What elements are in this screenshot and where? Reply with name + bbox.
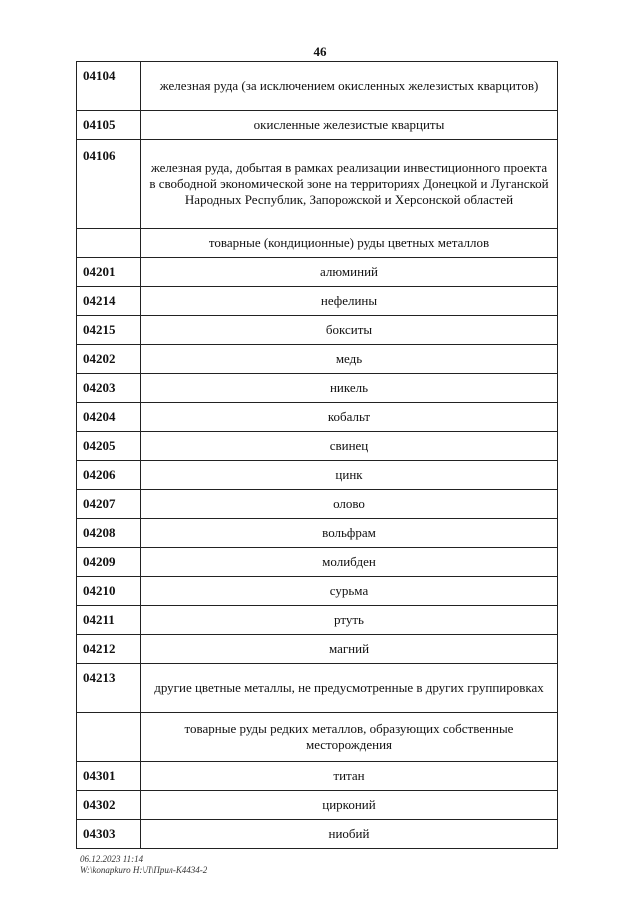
row-code: 04302 — [77, 791, 141, 820]
row-code — [77, 229, 141, 258]
table-row — [77, 403, 558, 432]
row-description: медь — [141, 345, 558, 374]
table-row — [77, 713, 558, 762]
codes-table-body — [77, 62, 558, 849]
row-description: кобальт — [141, 403, 558, 432]
table-row — [77, 762, 558, 791]
row-code: 04206 — [77, 461, 141, 490]
row-code: 04301 — [77, 762, 141, 791]
row-code: 04201 — [77, 258, 141, 287]
row-code: 04303 — [77, 820, 141, 849]
table-row — [77, 316, 558, 345]
table-row — [77, 519, 558, 548]
row-code: 04209 — [77, 548, 141, 577]
table-row — [77, 374, 558, 403]
table-row — [77, 635, 558, 664]
row-description: ртуть — [141, 606, 558, 635]
row-code: 04211 — [77, 606, 141, 635]
footer-stamp — [80, 854, 207, 876]
row-description: нефелины — [141, 287, 558, 316]
row-code: 04214 — [77, 287, 141, 316]
row-code: 04215 — [77, 316, 141, 345]
table-row — [77, 664, 558, 713]
table-row — [77, 140, 558, 229]
table-row — [77, 229, 558, 258]
page-number: 46 — [313, 44, 327, 59]
table-row — [77, 432, 558, 461]
row-description: магний — [141, 635, 558, 664]
row-description: железная руда (за исключением окисленных железистых кварцитов) — [141, 62, 558, 111]
table-row — [77, 111, 558, 140]
row-description: титан — [141, 762, 558, 791]
row-description: сурьма — [141, 577, 558, 606]
table-row — [77, 62, 558, 111]
row-code: 04207 — [77, 490, 141, 519]
table-row — [77, 345, 558, 374]
footer-file-path: W:\konapkuro H:\Л\Прил-К4434-2 — [80, 865, 208, 875]
row-description: никель — [141, 374, 558, 403]
row-code: 04105 — [77, 111, 141, 140]
table-row — [77, 577, 558, 606]
row-description: другие цветные металлы, не предусмотренные в других группировках — [141, 664, 558, 713]
row-description: бокситы — [141, 316, 558, 345]
table-row — [77, 548, 558, 577]
row-description: молибден — [141, 548, 558, 577]
row-code: 04212 — [77, 635, 141, 664]
table-row — [77, 490, 558, 519]
row-code: 04213 — [77, 664, 141, 713]
row-code — [77, 713, 141, 762]
row-description: олово — [141, 490, 558, 519]
row-description: свинец — [141, 432, 558, 461]
row-description: окисленные железистые кварциты — [141, 111, 558, 140]
row-code: 04203 — [77, 374, 141, 403]
row-code: 04106 — [77, 140, 141, 229]
table-row — [77, 820, 558, 849]
row-code: 04208 — [77, 519, 141, 548]
row-description: товарные (кондиционные) руды цветных металлов — [141, 229, 558, 258]
table-row — [77, 791, 558, 820]
row-description: цирконий — [141, 791, 558, 820]
row-description: товарные руды редких металлов, образующих собственные месторождения — [141, 713, 558, 762]
row-code: 04210 — [77, 577, 141, 606]
row-code: 04202 — [77, 345, 141, 374]
codes-table — [76, 61, 558, 849]
table-row — [77, 258, 558, 287]
table-row — [77, 461, 558, 490]
row-description: железная руда, добытая в рамках реализации инвестиционного проекта в свободной экономической зоне на территориях Донецкой и Луганской Народных Республик, Запорожской и Херсонской областей — [141, 140, 558, 229]
row-description: вольфрам — [141, 519, 558, 548]
row-code: 04205 — [77, 432, 141, 461]
table-row — [77, 287, 558, 316]
table-row — [77, 606, 558, 635]
row-code: 04104 — [77, 62, 141, 111]
row-description: алюминий — [141, 258, 558, 287]
row-code: 04204 — [77, 403, 141, 432]
row-description: ниобий — [141, 820, 558, 849]
row-description: цинк — [141, 461, 558, 490]
footer-timestamp: 06.12.2023 11:14 — [80, 854, 144, 864]
